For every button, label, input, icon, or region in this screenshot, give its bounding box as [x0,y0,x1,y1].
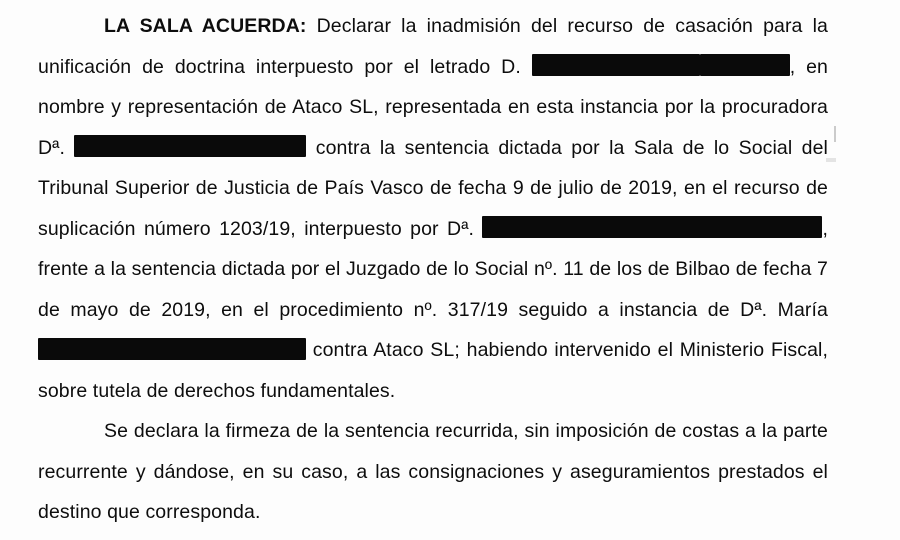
document-body [38,6,828,533]
finality-paragraph [38,411,828,533]
scan-edge-artifact [834,126,836,142]
ruling-paragraph [38,6,828,411]
redacted-name-demandante [38,338,306,360]
redacted-name-letrado-part2 [700,54,790,76]
ruling-text-segment-4: , frente a la sentencia dictada por el Juzgado de lo Social nº. 11 de los de Bilbao de fecha 7 de mayo de 2019, en el procedimiento nº. 317/19 seguido a instancia de Dª. María [38,217,828,321]
ruling-text-segment-1: Declarar la inadmisión del recurso de casación para la unificación de doctrina interpuesto por el letrado D. [38,15,828,78]
ruling-text-segment-3: contra la sentencia dictada por la Sala de lo Social del Tribunal Superior de Justicia de País Vasco de fecha 9 de julio de 2019, en el recurso de suplicación número 1203/19, interpuesto por Dª. [38,136,828,240]
redacted-name-recurrente [482,216,822,238]
ruling-text-segment-2: , en nombre y representación de Ataco SL, representada en esta instancia por la procuradora Dª. [38,55,828,159]
scan-smudge-artifact [826,158,836,162]
finality-text: Se declara la firmeza de la sentencia recurrida, sin imposición de costas a la parte recurrente y dándose, en su caso, a las consignaciones y aseguramientos prestados el destino que corresponda. [38,420,828,523]
redacted-name-letrado-part1 [532,54,700,76]
ruling-lead-label: LA SALA ACUERDA: [104,15,307,37]
ruling-text-segment-5: contra Ataco SL; habiendo intervenido el Ministerio Fiscal, sobre tutela de derechos fundamentales. [38,339,828,402]
redacted-name-procuradora [74,135,306,157]
